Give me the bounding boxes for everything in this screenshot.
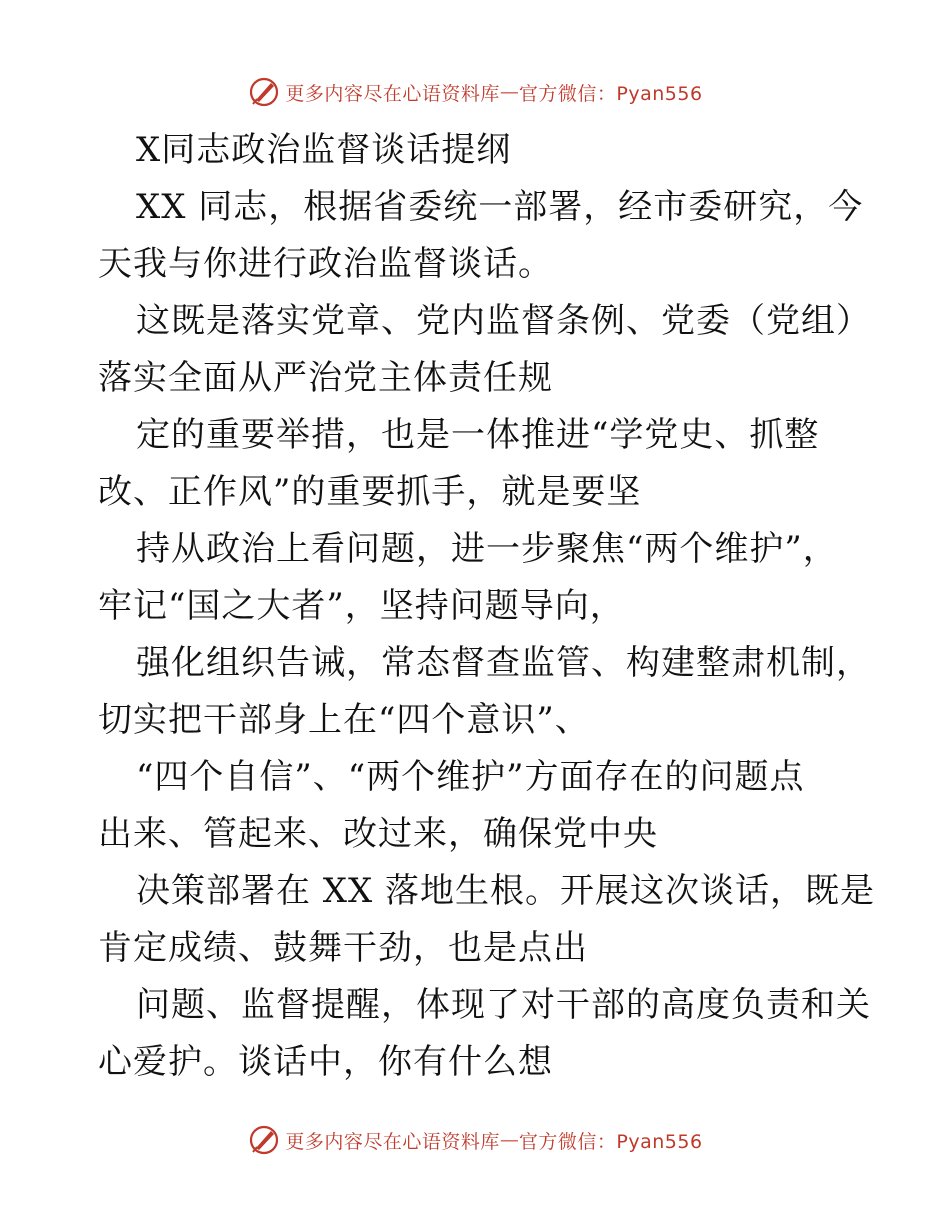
- paragraph-line: 出来、管起来、改过来，确保党中央: [98, 814, 658, 854]
- paragraph-line: 这既是落实党章、党内监督条例、党委（党组）: [136, 301, 871, 341]
- paragraph-line: 肯定成绩、鼓舞干劲，也是点出: [98, 928, 588, 968]
- paragraph-line: 强化组织告诫，常态督查监管、构建整肃机制，: [136, 643, 871, 683]
- paragraph-line: 天我与你进行政治监督谈话。: [98, 244, 553, 284]
- paragraph-line: 问题、监督提醒，体现了对干部的高度负责和关: [136, 985, 871, 1025]
- paragraph-line: 落实全面从严治党主体责任规: [98, 358, 553, 398]
- paragraph-line: “四个自信”、“两个维护”方面存在的问题点: [136, 757, 805, 797]
- paragraph-line: 牢记“国之大者”，坚持问题导向，: [98, 586, 625, 626]
- paragraph-line: 持从政治上看问题，进一步聚焦“两个维护”，: [136, 529, 838, 569]
- document-body: [98, 122, 876, 1091]
- watermark-suffix: 官方微信：Pyan556: [518, 1130, 703, 1153]
- footer-watermark: [0, 1120, 950, 1160]
- paragraph-line: 切实把干部身上在“四个意识”、: [98, 700, 590, 740]
- watermark-text: 更多内容尽在心语资料库: [285, 82, 500, 105]
- watermark-separator: —: [499, 1129, 519, 1151]
- paragraph-line: 决策部署在 XX 落地生根。开展这次谈话，既是: [136, 871, 876, 911]
- header-watermark: [0, 72, 950, 112]
- paragraph-line: 改、正作风”的重要抓手，就是要坚: [98, 472, 642, 512]
- quill-pen-logo-icon: [247, 1123, 281, 1157]
- watermark-suffix: 官方微信：Pyan556: [518, 82, 703, 105]
- quill-pen-logo-icon: [247, 75, 281, 109]
- watermark-text: 更多内容尽在心语资料库: [285, 1130, 500, 1153]
- document-title: X同志政治监督谈话提纲: [136, 130, 512, 170]
- paragraph-line: 定的重要举措，也是一体推进“学党史、抓整: [136, 415, 820, 455]
- paragraph-line: 心爱护。谈话中，你有什么想: [98, 1042, 553, 1082]
- watermark-separator: —: [499, 81, 519, 103]
- paragraph-line: XX 同志，根据省委统一部署，经市委研究，今: [136, 187, 864, 227]
